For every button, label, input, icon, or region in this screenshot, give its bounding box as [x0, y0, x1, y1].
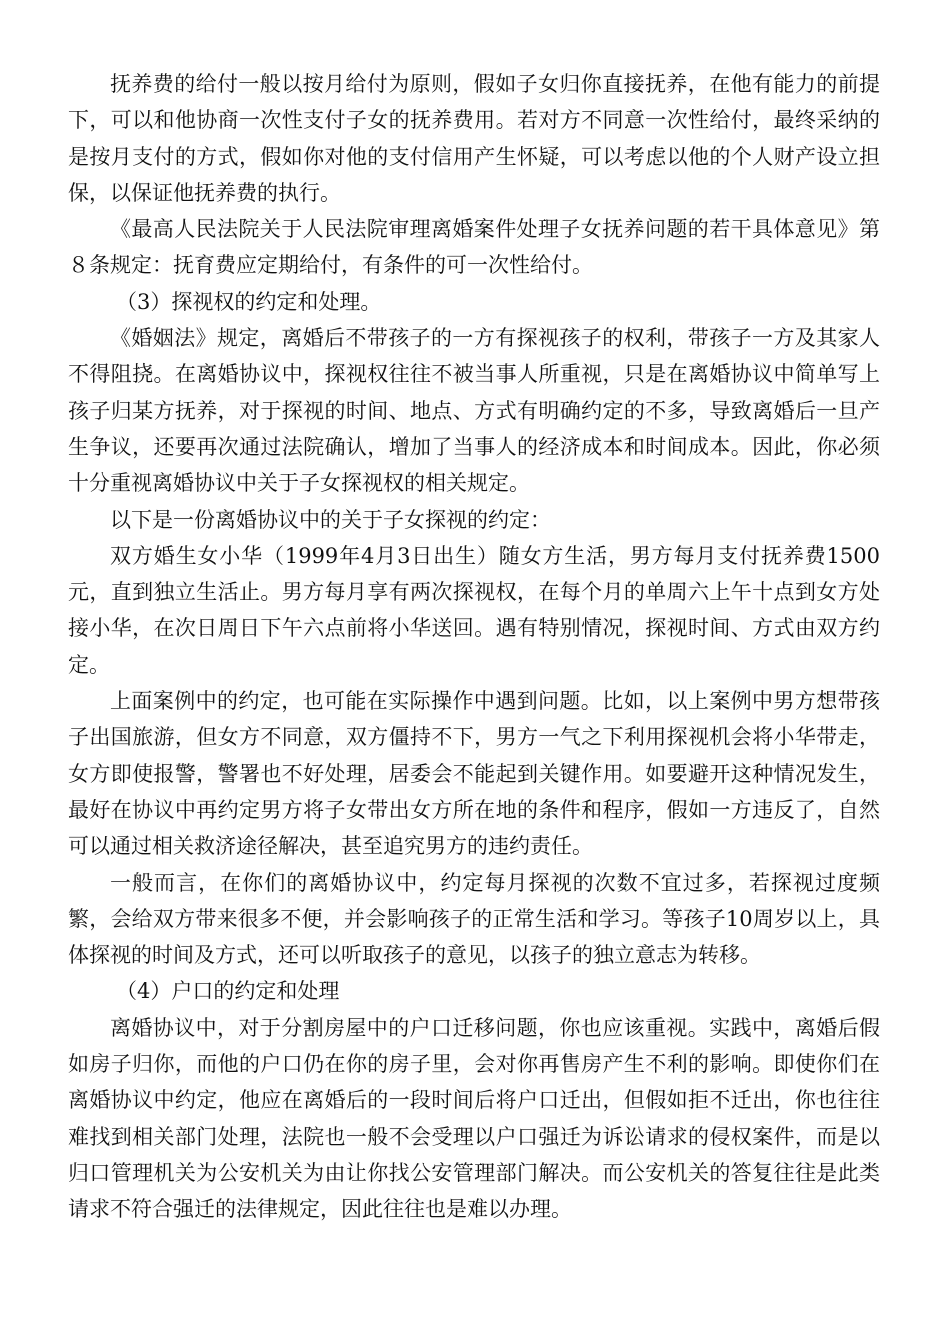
paragraph-marriage-law-visitation: 《婚姻法》规定，离婚后不带孩子的一方有探视孩子的权利，带孩子一方及其家人不得阻挠。在离婚协议中，探视权往往不被当事人所重视，只是在离婚协议中简单写上孩子归某方抚养，对于探视的时间、地点、方式有明确约定的不多，导致离婚后一旦产生争议，还要再次通过法院确认，增加了当事人的经济成本和时间成本。因此，你必须十分重视离婚协议中关于子女探视权的相关规定。	[68, 326, 880, 496]
document-body	[68, 66, 880, 1228]
paragraph-sample-intro: 以下是一份离婚协议中的关于子女探视的约定：	[110, 507, 551, 532]
paragraph-case-problems: 上面案例中的约定，也可能在实际操作中遇到问题。比如，以上案例中男方想带孩子出国旅游，但女方不同意，双方僵持不下，男方一气之下利用探视机会将小华带走，女方即使报警，警署也不好处理，居委会不能起到关键作用。如要避开这种情况发生，最好在协议中再约定男方将子女带出女方所在地的条件和程序，假如一方违反了，自然可以通过相关救济途径解决，甚至追究男方的违约责任。	[68, 689, 880, 859]
paragraph-child-support-payment: 抚养费的给付一般以按月给付为原则，假如子女归你直接抚养，在他有能力的前提下，可以和他协商一次性支付子女的抚养费用。若对方不同意一次性给付，最终采纳的是按月支付的方式，假如你对他的支付信用产生怀疑，可以考虑以他的个人财产设立担保，以保证他抚养费的执行。	[68, 72, 880, 205]
section-heading-visitation: （3）探视权的约定和处理。	[116, 289, 382, 314]
paragraph-sample-agreement: 双方婚生女小华（1999年4月3日出生）随女方生活，男方每月支付抚养费1500元，直到独立生活止。男方每月享有两次探视权，在每个月的单周六上午十点到女方处接小华，在次日周日下午六点前将小华送回。遇有特别情况，探视时间、方式由双方约定。	[68, 543, 880, 677]
paragraph-visitation-frequency: 一般而言，在你们的离婚协议中，约定每月探视的次数不宜过多，若探视过度频繁，会给双方带来很多不便，并会影响孩子的正常生活和学习。等孩子10周岁以上，具体探视的时间及方式，还可以听取孩子的意见，以孩子的独立意志为转移。	[68, 870, 880, 968]
paragraph-supreme-court-opinion: 《最高人民法院关于人民法院审理离婚案件处理子女抚养问题的若干具体意见》第８条规定：抚育费应定期给付，有条件的可一次性给付。	[68, 217, 880, 278]
section-heading-household-registration: （4）户口的约定和处理	[116, 979, 340, 1004]
paragraph-household-registration: 离婚协议中，对于分割房屋中的户口迁移问题，你也应该重视。实践中，离婚后假如房子归你，而他的户口仍在你的房子里，会对你再售房产生不利的影响。即使你们在离婚协议中约定，他应在离婚后的一段时间后将户口迁出，但假如拒不迁出，你也往往难找到相关部门处理，法院也一般不会受理以户口强迁为诉讼请求的侵权案件，而是以归口管理机关为公安机关为由让你找公安管理部门解决。而公安机关的答复往往是此类请求不符合强迁的法律规定，因此往往也是难以办理。	[68, 1015, 880, 1222]
